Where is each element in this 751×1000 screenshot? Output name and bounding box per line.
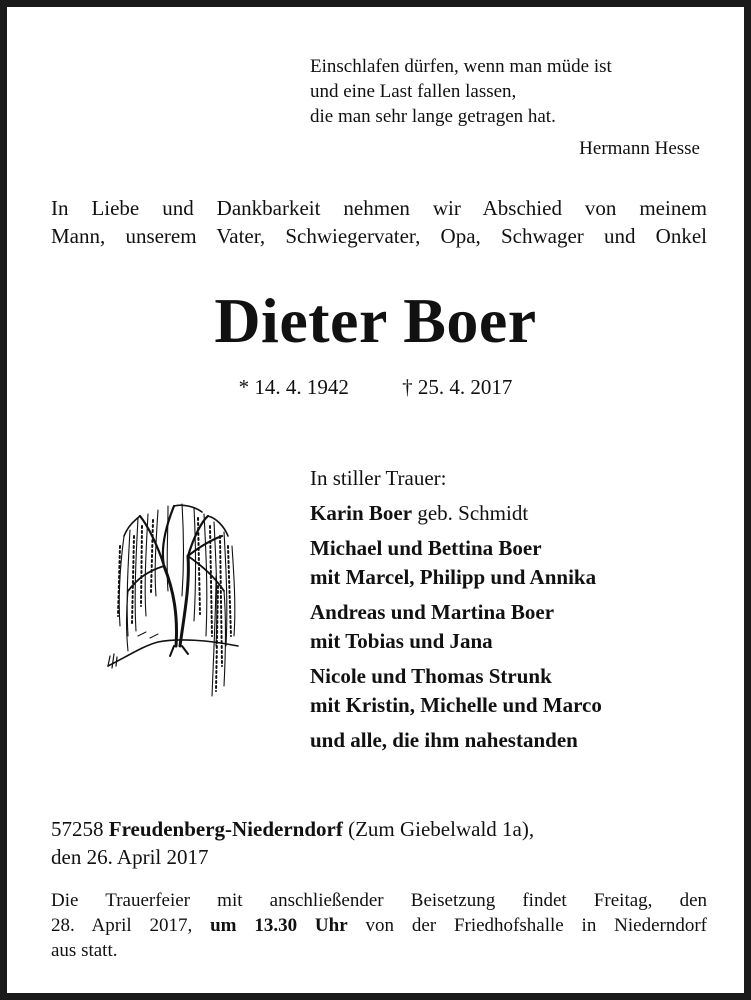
postcode: 57258 [51, 817, 109, 841]
farewell-intro [51, 194, 707, 250]
quote-line: die man sehr lange getragen hat. [310, 106, 556, 127]
place-name: Freudenberg-Niederndorf [108, 817, 343, 841]
mourners-heading: In stiller Trauer: [310, 466, 447, 490]
notice-date: den 26. April 2017 [51, 845, 209, 869]
hesse-quote [310, 54, 710, 129]
intro-line: In Liebe und Dankbarkeit nehmen wir Abschied von meinem [51, 196, 707, 220]
street: (Zum Giebelwald 1a), [342, 817, 535, 841]
address-block [51, 815, 711, 871]
family-line: Michael und Bettina Boer [310, 536, 542, 560]
quote-line: und eine Last fallen lassen, [310, 81, 517, 102]
widow-maiden-name: geb. Schmidt [412, 501, 529, 525]
mourners-list [310, 464, 730, 755]
family-line: Andreas und Martina Boer [310, 600, 555, 624]
address-line [51, 815, 711, 843]
life-dates [7, 375, 744, 400]
widow-line [310, 499, 730, 528]
family-children: mit Tobias und Jana [310, 629, 493, 653]
service-location: von der Friedhofshalle in Niederndorf [347, 915, 708, 936]
family-line: Nicole und Thomas Strunk [310, 664, 552, 688]
birth-date: * 14. 4. 1942 [238, 375, 349, 399]
mourners-closing: und alle, die ihm nahestanden [310, 728, 578, 752]
deceased-name: Dieter Boer [214, 285, 537, 356]
service-line: Die Trauerfeier mit anschließender Beisetzung findet Freitag, den [51, 890, 707, 911]
service-line: aus statt. [51, 940, 118, 961]
service-date: 28. April 2017, [51, 915, 211, 936]
family-children: mit Marcel, Philipp und Annika [310, 565, 597, 589]
family-children: mit Kristin, Michelle und Marco [310, 693, 602, 717]
quote-author: Hermann Hesse [579, 138, 700, 159]
widow-name: Karin Boer [310, 501, 413, 525]
service-time: um 13.30 Uhr [210, 915, 348, 936]
quote-line: Einschlafen dürfen, wenn man müde ist [310, 56, 612, 77]
intro-line: Mann, unserem Vater, Schwiegervater, Opa, Schwager und Onkel [51, 224, 707, 248]
weeping-willow-tree-icon [98, 496, 248, 706]
funeral-service-info [51, 888, 707, 963]
service-line [51, 913, 707, 938]
death-date: † 25. 4. 2017 [402, 375, 513, 399]
